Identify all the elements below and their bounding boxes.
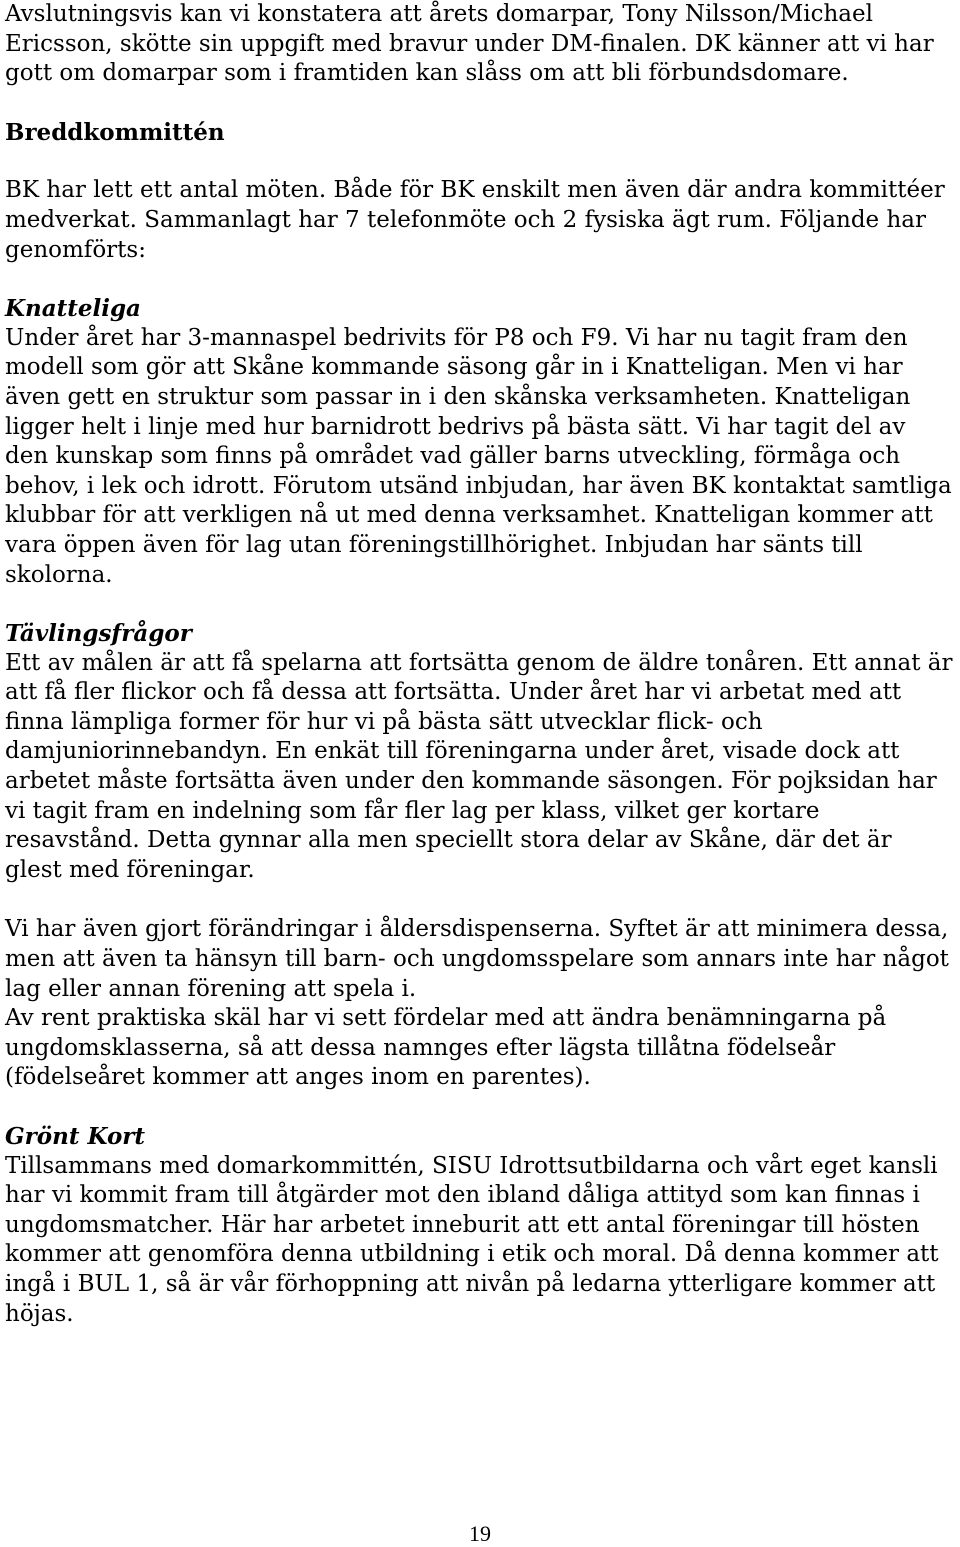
subheading-tavlingsfragor: Tävlingsfrågor (5, 620, 192, 648)
knatteliga-paragraph: Under året har 3-mannaspel bedrivits för P8 och F9. Vi har nu tagit fram den modell som gör att Skåne kommande säsong går in i Knatteligan. Men vi har även gett en struktur som passar in i den skånska verksamheten. Knatteligan ligger helt i linje med hur barnidrott bedrivs på bästa sätt. Vi har tagit del av den kunskap som finns på området vad gäller barns utveckling, förmåga och behov, i lek och idrott. Förutom utsänd inbjudan, har även BK kontaktat samtliga klubbar för att verkligen nå ut med denna verksamhet. Knatteligan kommer att vara öppen även för lag utan föreningstillhörighet. Inbjudan har sänts till skolorna. (5, 324, 952, 588)
tavlingsfragor-paragraph-2: Vi har även gjort förändringar i åldersdispenserna. Syftet är att minimera dessa, men att även ta hänsyn till barn- och ungdomsspelare som annars inte har något lag eller annan förening att spela i. (5, 916, 949, 1002)
spacer (5, 590, 955, 619)
section-heading-breddkommitten: Breddkommittén (5, 118, 225, 146)
document-page (5, 0, 955, 1329)
tavlingsfragor-paragraph-1: Ett av målen är att få spelarna att fortsätta genom de äldre tonåren. Ett annat är att få fler flickor och få dessa att fortsätta. Under året har vi arbetat med att finna lämpliga former för hur vi på bästa sätt utvecklar flick- och damjuniorinnebandyn. En enkät till föreningarna under året, visade dock att arbetet måste fortsätta även under den kommande säsongen. För pojksidan har vi tagit fram en indelning som får fler lag per klass, vilket ger kortare resavstånd. Detta gynnar alla men speciellt stora delar av Skåne, där det är glest med föreningar. (5, 649, 953, 883)
spacer (5, 1093, 955, 1122)
spacer (5, 885, 955, 915)
subheading-gront-kort: Grönt Kort (5, 1123, 146, 1150)
gront-kort-paragraph: Tillsammans med domarkommittén, SISU Idrottsutbildarna och vårt eget kansli har vi kommit fram till åtgärder mot den ibland dåliga attityd som kan finnas i ungdomsmatcher. Här har arbetet inneburit att ett antal föreningar till hösten kommer att genomföra denna utbildning i etik och moral. Då denna kommer att ingå i BUL 1, så är vår förhoppning att nivån på ledarna ytterligare kommer att höjas. (5, 1152, 939, 1327)
spacer (5, 89, 955, 118)
spacer (5, 265, 955, 294)
spacer (5, 147, 955, 176)
page-number: 19 (469, 1521, 491, 1546)
intro-paragraph: Avslutningsvis kan vi konstatera att årets domarpar, Tony Nilsson/Michael Ericsson, skötte sin uppgift med bravur under DM-finalen. DK känner att vi har gott om domarpar som i framtiden kan slåss om att bli förbundsdomare. (5, 1, 934, 87)
tavlingsfragor-paragraph-3: Av rent praktiska skäl har vi sett fördelar med att ändra benämningarna på ungdomsklasserna, så att dessa namnges efter lägsta tillåtna födelseår (födelseåret kommer att anges inom en parentes). (5, 1005, 887, 1091)
subheading-knatteliga: Knatteliga (5, 295, 141, 323)
bk-paragraph: BK har lett ett antal möten. Både för BK enskilt men även där andra kommittéer medverkat. Sammanlagt har 7 telefonmöte och 2 fysiska ägt rum. Följande har genomförts: (5, 177, 945, 263)
